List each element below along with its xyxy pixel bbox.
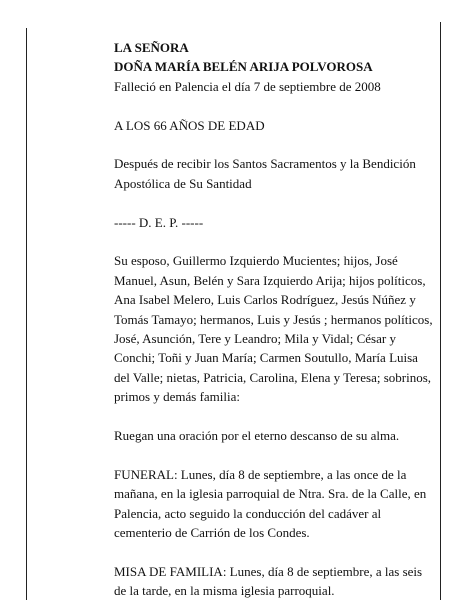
age-line: A LOS 66 AÑOS DE EDAD — [114, 117, 265, 133]
heading-title: LA SEÑORA — [114, 40, 189, 55]
page-border-right — [440, 22, 441, 600]
page-border-left — [26, 28, 27, 600]
rip-line: ----- D. E. P. ----- — [114, 214, 204, 230]
family-mass-paragraph: MISA DE FAMILIA: Lunes, día 8 de septiembre, a las seis de la tarde, en la misma iglesia parroquial. — [114, 563, 423, 599]
obituary-notice — [114, 38, 434, 601]
family-paragraph: Su esposo, Guillermo Izquierdo Mucientes; hijos, José Manuel, Asun, Belén y Sara Izquierdo Arija; hijos políticos, Ana Isabel Melero, Luis Carlos Rodríguez, Jesús Núñez y Tomás Tamayo; hermanos, Luis y Jesús ; hermanos políticos, José, Asunción, Tere y Leandro; Mila y Vidal; César y Conchi; Toñi y Juan María; Carmen Soutullo, María Luisa del Valle; nietas, Patricia, Carolina, Elena y Teresa; sobrinos, primos y demás familia: — [114, 253, 433, 405]
prayer-line: Ruegan una oración por el eterno descanso de su alma. — [114, 428, 400, 444]
funeral-paragraph: FUNERAL: Lunes, día 8 de septiembre, a las once de la mañana, en la iglesia parroquial de Ntra. Sra. de la Calle, en Palencia, acto seguido la conducción del cadáver al cementerio de Carrión de los Condes. — [114, 466, 427, 541]
death-date-line: Falleció en Palencia el día 7 de septiembre de 2008 — [114, 78, 381, 94]
deceased-name: DOÑA MARÍA BELÉN ARIJA POLVOROSA — [114, 59, 373, 75]
sacraments-line: Después de recibir los Santos Sacramentos y la Bendición Apostólica de Su Santidad — [114, 156, 416, 191]
